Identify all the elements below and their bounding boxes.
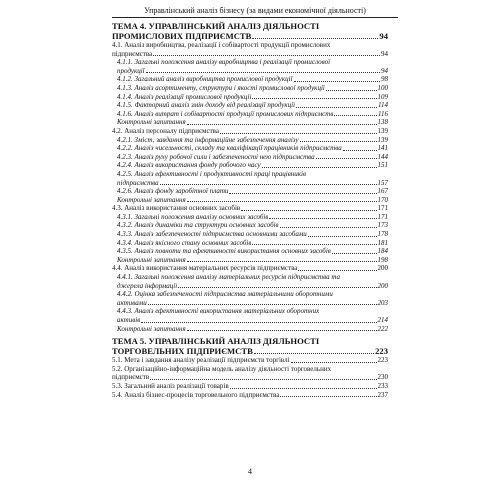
- toc-entry[interactable]: [112, 101, 388, 110]
- toc-entry[interactable]: [112, 84, 388, 93]
- dot-leader: [252, 38, 378, 39]
- toc-entry-label: 5.1. Мета і завдання аналізу реалізації підприємств торгівлі: [112, 356, 290, 365]
- toc-entry[interactable]: [112, 239, 388, 248]
- table-of-contents: [112, 21, 388, 399]
- toc-entry[interactable]: [112, 247, 388, 256]
- toc-entry[interactable]: [112, 221, 388, 230]
- toc-page-number: 184: [377, 247, 388, 256]
- toc-entry-label: підприємств: [112, 373, 150, 382]
- dot-leader: [241, 210, 376, 211]
- dot-leader: [300, 141, 377, 142]
- dot-leader: [254, 353, 374, 354]
- toc-entry-label: 4.4. Аналіз використання матеріальних ресурсів підприємства: [112, 264, 298, 273]
- toc-entry-text: 4.1. Аналіз виробництва, реалізації і собівартості продукції промислових: [112, 41, 331, 49]
- toc-entry[interactable]: [112, 127, 388, 136]
- dot-leader: [262, 167, 377, 168]
- toc-entry[interactable]: [112, 144, 388, 153]
- toc-page-number: 94: [381, 66, 388, 75]
- toc-page-number: 151: [377, 161, 388, 170]
- toc-page-number: 237: [377, 390, 388, 399]
- toc-page-number: 223: [375, 346, 388, 357]
- toc-page-number: 171: [377, 212, 388, 221]
- running-header: Управлінський аналіз бізнесу (за видами економічної діяльності): [144, 6, 366, 15]
- toc-page-number: 170: [377, 195, 388, 204]
- chapter-title: ТЕМА 4. УПРАВЛІНСЬКИЙ АНАЛІЗ ДІЯЛЬНОСТІ: [112, 21, 320, 31]
- toc-entry[interactable]: [112, 230, 388, 239]
- toc-entry-label: Контрольні запитання: [117, 255, 186, 264]
- toc-entry-label: 4.3.2. Аналіз динаміки та структури основних засобів: [117, 221, 279, 230]
- toc-page-number: 181: [377, 238, 388, 247]
- dot-leader: [187, 201, 377, 202]
- toc-entry-text: 4.4.2. Оцінка забезпеченості підприємства матеріальними оборотними: [117, 290, 333, 299]
- toc-entry-text: 5.2. Організаційно-інформаційна модель аналізу діяльності торговельних: [112, 364, 332, 373]
- dot-leader: [229, 193, 376, 194]
- toc-entry[interactable]: [112, 356, 388, 365]
- dot-leader: [146, 72, 380, 73]
- toc-entry-label: 4.3.1. Загальні положення аналізу основних засобів: [117, 212, 269, 221]
- toc-page-number: 139: [377, 126, 388, 135]
- toc-entry-label: 4.3. Аналіз використання основних засобів: [112, 204, 241, 213]
- dot-leader: [316, 158, 377, 159]
- toc-entry[interactable]: [112, 316, 388, 325]
- toc-page-number: 116: [378, 109, 388, 118]
- toc-entry-label: 4.1.4. Аналіз реалізації промислової продукції: [117, 92, 252, 101]
- toc-entry-label: 4.2.1. Зміст, завдання та інформаційне забезпечення аналізу: [117, 135, 299, 144]
- toc-entry-label: продукції: [117, 66, 145, 75]
- toc-entry-text: 4.4.3. Аналіз ефективності використання матеріальних оборотних: [117, 307, 320, 316]
- toc-page-number: 94: [381, 49, 388, 58]
- toc-entry[interactable]: [112, 136, 388, 145]
- toc-entry-text: 4.1.1. Загальні положення аналізу виробництва і реалізації промислової: [117, 58, 331, 67]
- toc-entry-label: 4.1.3. Аналіз асортименту, структури і якості промислової продукції: [117, 83, 325, 92]
- toc-entry-label: активами: [117, 298, 147, 307]
- page-number: 4: [248, 467, 252, 476]
- dot-leader: [296, 107, 377, 108]
- toc-page-number: 157: [377, 178, 388, 187]
- dot-leader: [332, 253, 377, 254]
- toc-entry-label: 5.3. Загальний аналіз реалізації товарів: [112, 381, 229, 390]
- toc-entry[interactable]: [112, 75, 388, 84]
- toc-page-number: 138: [377, 118, 388, 127]
- toc-page-number: 139: [377, 135, 388, 144]
- toc-page-number: 198: [377, 255, 388, 264]
- toc-page-number: 214: [377, 316, 388, 324]
- chapter-entry[interactable]: [112, 31, 388, 41]
- toc-entry-label: 4.2.3. Аналіз руху робочої сили і забезпеченості нею підприємства: [117, 152, 315, 161]
- toc-entry-label: підприємства: [117, 178, 159, 187]
- dot-leader: [187, 124, 377, 125]
- dot-leader: [187, 261, 377, 262]
- toc-entry[interactable]: [112, 373, 388, 382]
- toc-entry[interactable]: [112, 179, 388, 188]
- toc-entry-label: активів: [117, 316, 141, 324]
- toc-entry-label: Контрольні запитання: [117, 195, 186, 204]
- toc-entry[interactable]: [112, 50, 388, 59]
- toc-entry-label: підприємства: [112, 49, 153, 58]
- dot-leader: [308, 236, 377, 237]
- toc-entry-label: 4.3.5. Аналіз повноти та ефективності використання основних засобів: [117, 247, 331, 256]
- toc-entry[interactable]: [112, 187, 388, 196]
- dot-leader: [343, 150, 377, 151]
- toc-entry-label: 4.1.5. Факторний аналіз змін доходу від реалізації продукції: [117, 101, 296, 110]
- toc-entry[interactable]: [112, 213, 388, 222]
- toc-entry[interactable]: [112, 325, 388, 334]
- toc-entry[interactable]: [112, 153, 388, 162]
- toc-page-number: 100: [377, 83, 388, 92]
- toc-entry[interactable]: [112, 204, 388, 213]
- toc-page-number: 114: [378, 101, 388, 110]
- dot-leader: [252, 244, 376, 245]
- toc-entry[interactable]: [112, 67, 388, 76]
- dot-leader: [220, 133, 377, 134]
- dot-leader: [148, 304, 377, 305]
- toc-page-number: 94: [379, 31, 388, 41]
- toc-page-number: 200: [377, 281, 388, 290]
- toc-entry-label: 4.2. Аналіз персоналу підприємства: [112, 126, 219, 135]
- toc-page-number: 230: [377, 373, 388, 382]
- chapter-entry[interactable]: [112, 346, 388, 356]
- dot-leader: [334, 115, 377, 116]
- toc-entry[interactable]: [112, 299, 388, 308]
- toc-page-number: 144: [377, 152, 388, 161]
- toc-entry-label: 5.4. Аналіз бізнес-процесів торговельного підприємства: [112, 390, 280, 399]
- dot-leader: [160, 184, 377, 185]
- toc-page-number: 109: [377, 92, 388, 101]
- toc-entry[interactable]: [112, 256, 388, 265]
- toc-entry-label: 4.3.4. Аналіз якісного стану основних засобів: [117, 238, 252, 247]
- toc-entry[interactable]: [112, 382, 388, 391]
- toc-page-number: 173: [377, 221, 388, 230]
- dot-leader: [141, 322, 376, 323]
- toc-page-number: 167: [377, 187, 388, 196]
- toc-page-number: 222: [377, 324, 388, 333]
- dot-leader: [153, 55, 380, 56]
- dot-leader: [294, 81, 380, 82]
- toc-entry[interactable]: [112, 118, 388, 127]
- toc-page-number: 141: [377, 144, 388, 153]
- toc-entry-label: 4.2.4. Аналіз використання фонду робочого часу: [117, 161, 261, 170]
- toc-entry[interactable]: [112, 264, 388, 273]
- toc-page-number: 171: [377, 204, 388, 213]
- toc-entry-text: 4.4.1. Загальні положення аналізу матеріальних ресурсів підприємства та: [117, 273, 340, 282]
- toc-entry-label: Контрольні запитання: [117, 118, 186, 127]
- toc-entry[interactable]: [112, 391, 388, 400]
- dot-leader: [150, 379, 376, 380]
- dot-leader: [187, 330, 377, 331]
- toc-entry-label: 4.2.6. Аналіз фонду заробітної плати: [117, 187, 229, 196]
- header-divider: [112, 17, 398, 18]
- toc-entry-label: 4.2.2. Аналіз чисельності, складу та кваліфікації працівників підприємства: [117, 144, 342, 153]
- toc-entry-label: Контрольні запитання: [117, 324, 186, 333]
- toc-entry-label: 4.3.3. Аналіз забезпеченості підприємства основними засобами: [117, 230, 307, 239]
- dot-leader: [178, 287, 376, 288]
- toc-page-number: 98: [381, 75, 388, 84]
- dot-leader: [230, 388, 377, 389]
- toc-entry[interactable]: [112, 93, 388, 102]
- dot-leader: [269, 218, 376, 219]
- toc-entry-label: джерела інформації: [117, 281, 178, 290]
- toc-entry-label: 4.1.2. Загальний аналіз виробництва промислової продукції: [117, 75, 293, 84]
- dot-leader: [291, 362, 377, 363]
- toc-entry-label: ТОРГОВЕЛЬНИХ ПІДПРИЄМСТВ: [112, 346, 253, 357]
- toc-page-number: 233: [377, 381, 388, 390]
- toc-entry-text: 4.2.5. Аналіз ефективності і продуктивності праці працівників: [117, 169, 307, 178]
- toc-entry-label: ПРОМИСЛОВИХ ПІДПРИЄМСТВ: [112, 31, 252, 41]
- dot-leader: [252, 98, 376, 99]
- dot-leader: [280, 227, 377, 228]
- dot-leader: [326, 90, 377, 91]
- toc-page-number: 178: [377, 230, 388, 239]
- toc-entry[interactable]: [112, 161, 388, 170]
- toc-entry-label: 4.1.6. Аналіз витрат і собівартості продукції промислових підприємств: [117, 109, 334, 118]
- dot-leader: [298, 270, 376, 271]
- chapter-title: ТЕМА 5. УПРАВЛІНСЬКИЙ АНАЛІЗ ДІЯЛЬНОСТІ: [112, 336, 320, 347]
- toc-page-number: 200: [377, 264, 388, 273]
- toc-entry[interactable]: [112, 282, 388, 291]
- dot-leader: [280, 396, 376, 397]
- toc-entry[interactable]: [112, 110, 388, 119]
- toc-page-number: 203: [377, 298, 388, 307]
- toc-entry[interactable]: [112, 196, 388, 205]
- toc-page-number: 223: [377, 356, 388, 365]
